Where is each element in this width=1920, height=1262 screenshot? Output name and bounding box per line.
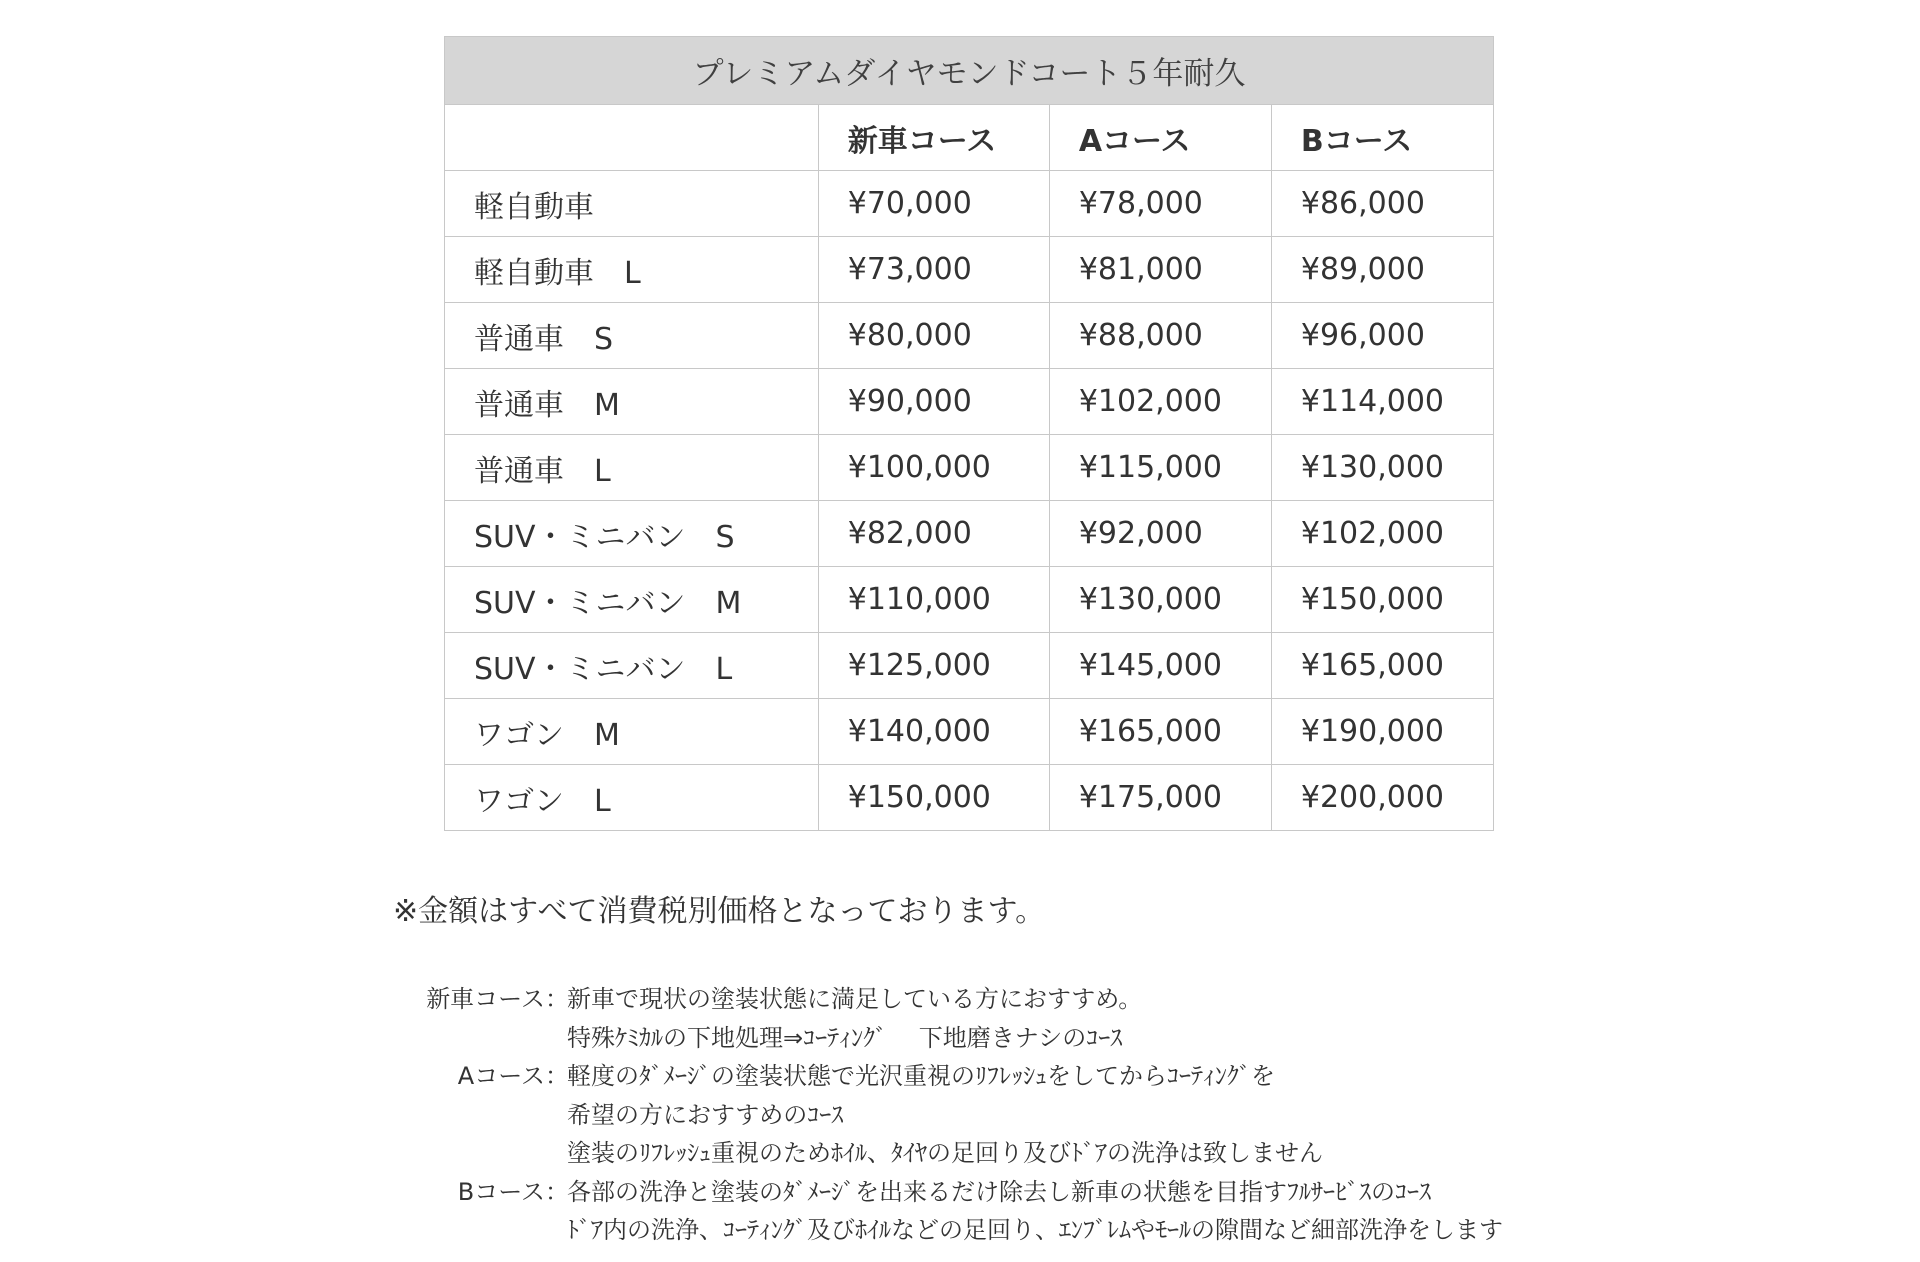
price-new-cell: ¥125,000 bbox=[818, 633, 1049, 699]
note-line: 各部の洗浄と塗装のﾀﾞﾒｰｼﾞを出来るだけ除去し新車の状態を目指すﾌﾙｻｰﾋﾞｽのｺｰｽ bbox=[567, 1177, 1431, 1206]
header-a-course: Aコース bbox=[1049, 105, 1271, 171]
table-row bbox=[445, 765, 1494, 831]
vehicle-cell: ワゴン M bbox=[445, 699, 819, 765]
table-row bbox=[445, 567, 1494, 633]
price-b-cell: ¥96,000 bbox=[1271, 303, 1493, 369]
note-lines bbox=[567, 1173, 1503, 1250]
price-b-cell: ¥102,000 bbox=[1271, 501, 1493, 567]
note-b-course bbox=[393, 1173, 1503, 1250]
vehicle-cell: SUV・ミニバン M bbox=[445, 567, 819, 633]
note-term: Bコース bbox=[457, 1177, 545, 1206]
price-new-cell: ¥150,000 bbox=[818, 765, 1049, 831]
price-new-cell: ¥70,000 bbox=[818, 171, 1049, 237]
table-title: プレミアムダイヤモンドコート５年耐久 bbox=[445, 37, 1494, 105]
price-b-cell: ¥86,000 bbox=[1271, 171, 1493, 237]
price-b-cell: ¥130,000 bbox=[1271, 435, 1493, 501]
note-colon: ： bbox=[545, 1177, 569, 1206]
price-b-cell: ¥150,000 bbox=[1271, 567, 1493, 633]
table-row bbox=[445, 699, 1494, 765]
price-a-cell: ¥78,000 bbox=[1049, 171, 1271, 237]
price-new-cell: ¥73,000 bbox=[818, 237, 1049, 303]
table-row bbox=[445, 501, 1494, 567]
price-a-cell: ¥130,000 bbox=[1049, 567, 1271, 633]
note-term: 新車コース bbox=[426, 985, 545, 1013]
price-b-cell: ¥114,000 bbox=[1271, 369, 1493, 435]
note-line: 希望の方におすすめのｺｰｽ bbox=[567, 1100, 844, 1129]
note-colon: ： bbox=[545, 1062, 569, 1090]
price-table bbox=[444, 36, 1494, 831]
vehicle-cell: 普通車 S bbox=[445, 303, 819, 369]
price-a-cell: ¥115,000 bbox=[1049, 435, 1271, 501]
tax-note: ※金額はすべて消費税別価格となっております。 bbox=[393, 894, 1046, 929]
header-vehicle bbox=[445, 105, 819, 171]
note-line: 特殊ｹﾐｶﾙの下地処理⇒ｺｰﾃｨﾝｸﾞ 下地磨きナシのｺｰｽ bbox=[567, 1023, 1123, 1052]
vehicle-cell: 軽自動車 bbox=[445, 171, 819, 237]
table-row bbox=[445, 435, 1494, 501]
price-b-cell: ¥190,000 bbox=[1271, 699, 1493, 765]
price-new-cell: ¥82,000 bbox=[818, 501, 1049, 567]
header-new-car-course: 新車コース bbox=[818, 105, 1049, 171]
price-new-cell: ¥90,000 bbox=[818, 369, 1049, 435]
course-notes bbox=[393, 980, 1503, 1250]
note-line: ﾄﾞｱ内の洗浄、ｺｰﾃｨﾝｸﾞ及びﾎｲﾙなどの足回り、ｴﾝﾌﾞﾚﾑやﾓｰﾙの隙間など細部洗浄をします bbox=[567, 1216, 1503, 1244]
vehicle-cell: 軽自動車 L bbox=[445, 237, 819, 303]
price-a-cell: ¥102,000 bbox=[1049, 369, 1271, 435]
price-b-cell: ¥165,000 bbox=[1271, 633, 1493, 699]
price-new-cell: ¥100,000 bbox=[818, 435, 1049, 501]
table-row bbox=[445, 633, 1494, 699]
note-lines bbox=[567, 980, 1142, 1057]
note-line: 軽度のﾀﾞﾒｰｼﾞの塗装状態で光沢重視のﾘﾌﾚｯｼｭをしてからｺｰﾃｨﾝｸﾞを bbox=[567, 1062, 1275, 1090]
note-line: 新車で現状の塗装状態に満足している方におすすめ。 bbox=[567, 985, 1143, 1013]
vehicle-cell: SUV・ミニバン S bbox=[445, 501, 819, 567]
vehicle-cell: SUV・ミニバン L bbox=[445, 633, 819, 699]
price-a-cell: ¥81,000 bbox=[1049, 237, 1271, 303]
price-new-cell: ¥140,000 bbox=[818, 699, 1049, 765]
price-a-cell: ¥92,000 bbox=[1049, 501, 1271, 567]
price-b-cell: ¥200,000 bbox=[1271, 765, 1493, 831]
table-row bbox=[445, 303, 1494, 369]
note-term: Aコース bbox=[457, 1062, 545, 1090]
price-a-cell: ¥145,000 bbox=[1049, 633, 1271, 699]
note-lines bbox=[567, 1057, 1323, 1173]
table-row bbox=[445, 171, 1494, 237]
price-a-cell: ¥165,000 bbox=[1049, 699, 1271, 765]
note-a-course bbox=[393, 1057, 1503, 1173]
table-title-row bbox=[445, 37, 1494, 105]
price-b-cell: ¥89,000 bbox=[1271, 237, 1493, 303]
table-row bbox=[445, 369, 1494, 435]
note-new-car-course bbox=[393, 980, 1503, 1057]
price-a-cell: ¥175,000 bbox=[1049, 765, 1271, 831]
table-header-row bbox=[445, 105, 1494, 171]
table-row bbox=[445, 237, 1494, 303]
vehicle-cell: 普通車 L bbox=[445, 435, 819, 501]
price-a-cell: ¥88,000 bbox=[1049, 303, 1271, 369]
vehicle-cell: ワゴン L bbox=[445, 765, 819, 831]
price-new-cell: ¥110,000 bbox=[818, 567, 1049, 633]
note-line: 塗装のﾘﾌﾚｯｼｭ重視のためﾎｲﾙ、ﾀｲﾔの足回り及びﾄﾞｱの洗浄は致しません bbox=[567, 1139, 1323, 1167]
vehicle-cell: 普通車 M bbox=[445, 369, 819, 435]
note-colon: ： bbox=[545, 985, 569, 1013]
header-b-course: Bコース bbox=[1271, 105, 1493, 171]
price-new-cell: ¥80,000 bbox=[818, 303, 1049, 369]
